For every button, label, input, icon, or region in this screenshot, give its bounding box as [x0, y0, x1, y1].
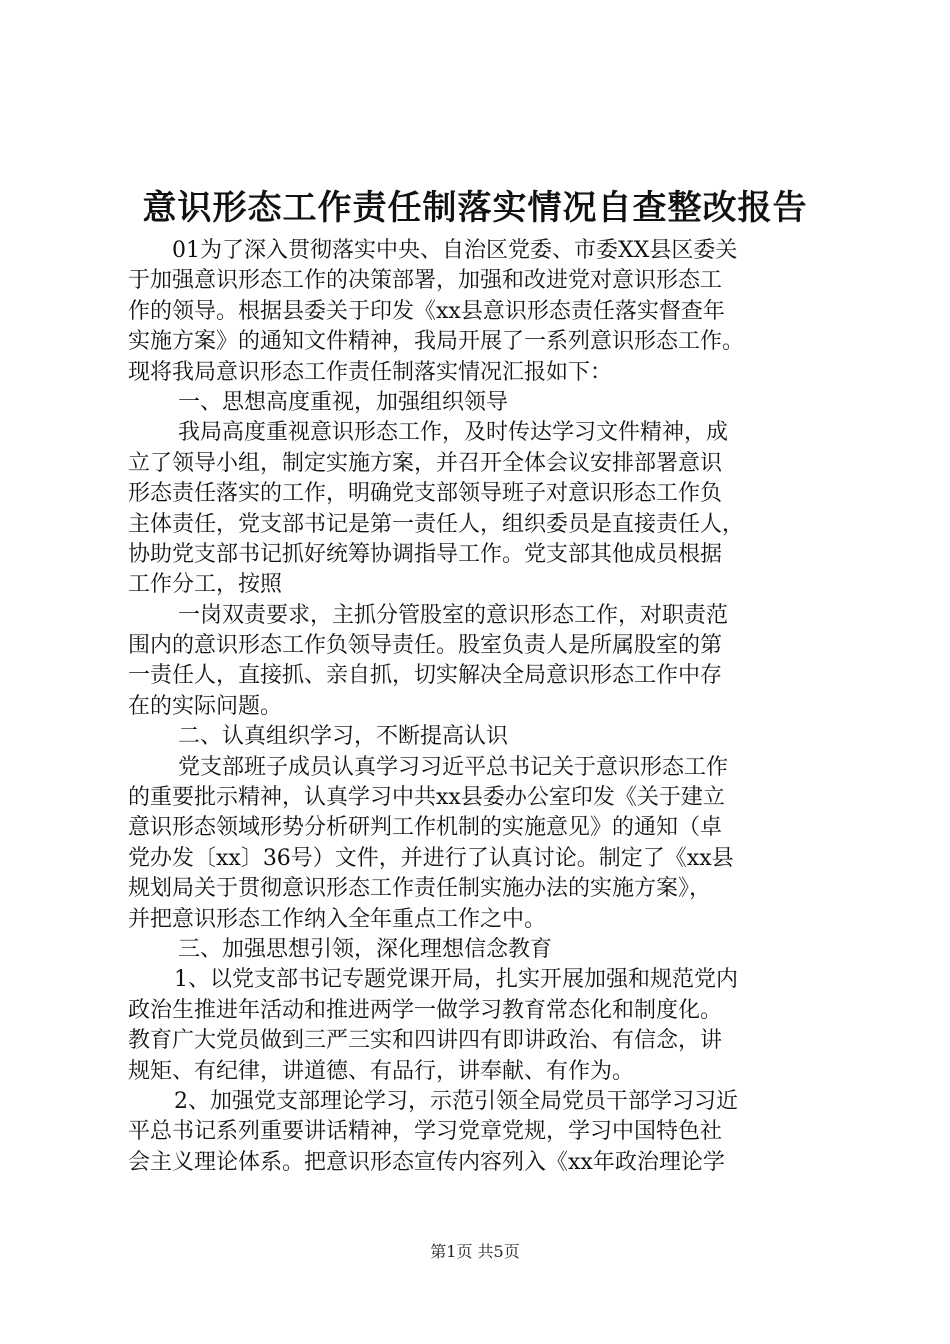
text-line: 围内的意识形态工作负领导责任。股室负责人是所属股室的第 [128, 633, 723, 659]
page-number-footer: 第1页 共5页 [430, 1242, 520, 1261]
text-line: 工作分工，按照 [128, 572, 283, 598]
section-heading: 二、认真组织学习，不断提高认识 [178, 724, 509, 750]
text-line: 政治生推进年活动和推进两学一做学习教育常态化和制度化。 [128, 997, 723, 1023]
text-line: 实施方案》的通知文件精神，我局开展了一系列意识形态工作。 [128, 329, 745, 355]
text-line: 我局高度重视意识形态工作，及时传达学习文件精神，成 [178, 420, 729, 446]
text-line: 党支部班子成员认真学习习近平总书记关于意识形态工作 [178, 754, 729, 780]
text-line: 于加强意识形态工作的决策部署，加强和改进党对意识形态工 [128, 268, 723, 294]
text-line: 01为了深入贯彻落实中央、自治区党委、市委XX县区委关 [172, 238, 738, 263]
text-line: 并把意识形态工作纳入全年重点工作之中。 [128, 906, 547, 932]
text-line: 形态责任落实的工作，明确党支部领导班子对意识形态工作负 [128, 481, 723, 507]
text-line: 的重要批示精神，认真学习中共xx县委办公室印发《关于建立 [128, 785, 725, 811]
text-line: 一责任人，直接抓、亲自抓，切实解决全局意识形态工作中存 [128, 663, 723, 689]
text-line: 会主义理论体系。把意识形态宣传内容列入《xx年政治理论学 [128, 1149, 725, 1175]
section-heading: 一、思想高度重视，加强组织领导 [178, 389, 509, 415]
text-line: 教育广大党员做到三严三实和四讲四有即讲政治、有信念，讲 [128, 1028, 723, 1054]
text-line: 作的领导。根据县委关于印发《xx县意识形态责任落实督查年 [128, 298, 725, 324]
text-line: 主体责任，党支部书记是第一责任人，组织委员是直接责任人， [128, 511, 745, 537]
text-line: 协助党支部书记抓好统筹协调指导工作。党支部其他成员根据 [128, 541, 723, 567]
text-line: 现将我局意识形态工作责任制落实情况汇报如下： [128, 359, 613, 385]
text-line: 意识形态领域形势分析研判工作机制的实施意见》的通知（卓 [128, 815, 723, 841]
text-line: 2、加强党支部理论学习，示范引领全局党员干部学习习近 [174, 1088, 738, 1114]
text-line: 立了领导小组，制定实施方案，并召开全体会议安排部署意识 [128, 450, 723, 476]
section-heading: 三、加强思想引领，深化理想信念教育 [178, 936, 553, 962]
document-title: 意识形态工作责任制落实情况自查整改报告 [142, 188, 808, 228]
text-line: 规矩、有纪律，讲道德、有品行，讲奉献、有作为。 [128, 1058, 635, 1084]
text-line: 规划局关于贯彻意识形态工作责任制实施办法的实施方案》， [128, 876, 712, 902]
document-body [128, 236, 838, 1178]
text-line: 1、以党支部书记专题党课开局，扎实开展加强和规范党内 [174, 967, 738, 993]
text-line: 一岗双责要求，主抓分管股室的意识形态工作，对职责范 [178, 602, 729, 628]
text-line: 党办发〔xx〕36号）文件，并进行了认真讨论。制定了《xx县 [128, 845, 734, 871]
text-line: 平总书记系列重要讲话精神，学习党章党规，学习中国特色社 [128, 1119, 723, 1145]
text-line: 在的实际问题。 [128, 693, 283, 719]
